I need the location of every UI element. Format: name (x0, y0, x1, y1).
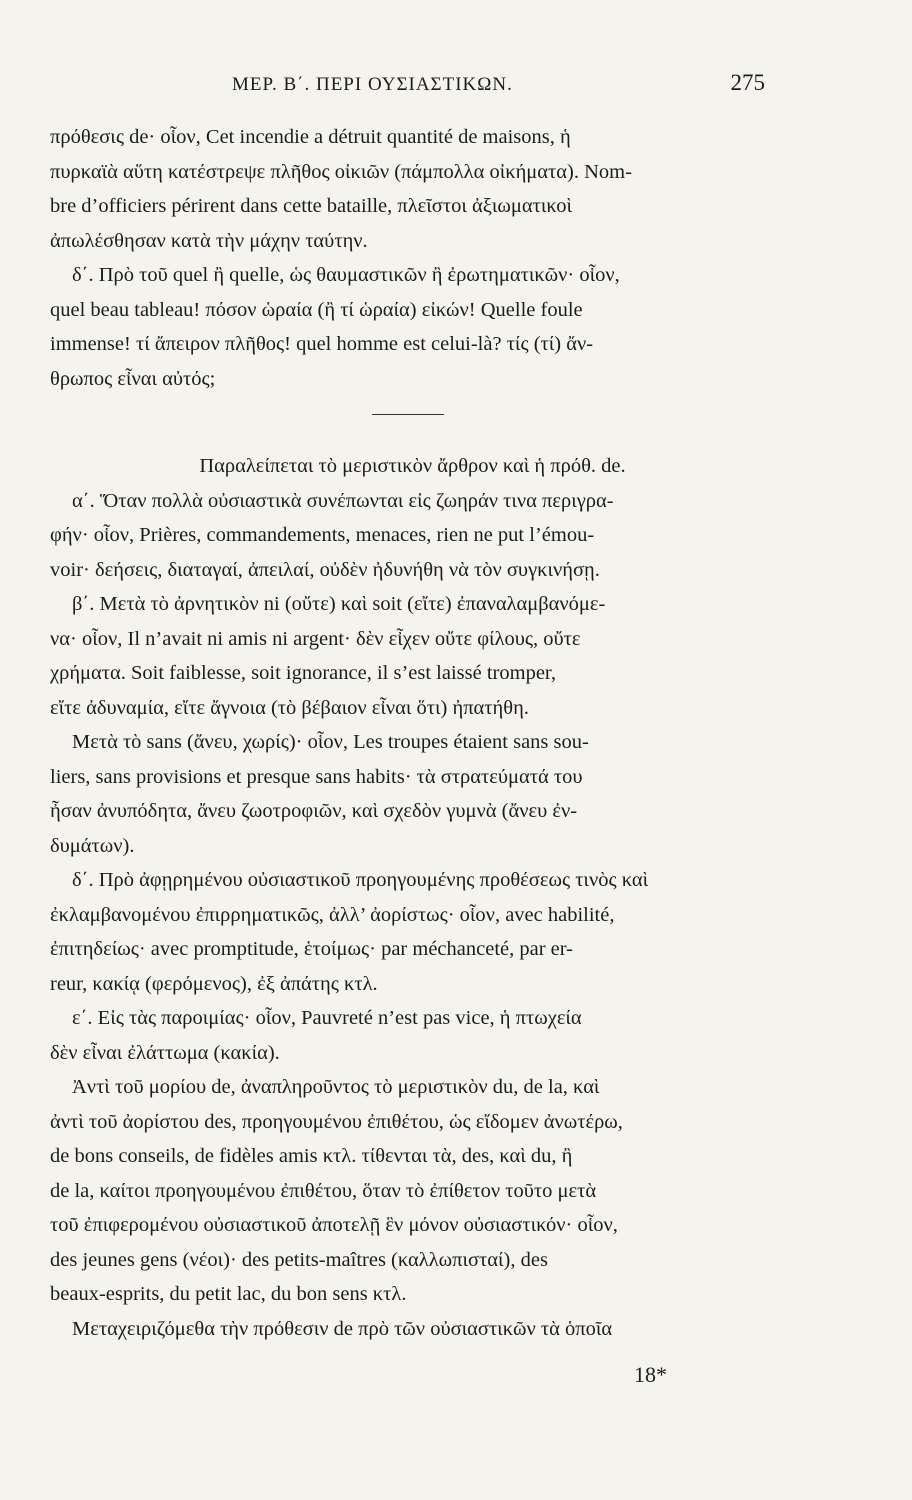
text-line: α΄. Ὅταν πολλὰ οὐσιαστικὰ συνέπωνται εἰς ζωηράν τινα περιγρα- (72, 489, 614, 512)
paragraph-gamma (50, 725, 765, 863)
text-line: Μεταχειριζόμεθα τὴν πρόθεσιν de πρὸ τῶν οὐσιαστικῶν τὰ ὁποῖα (72, 1317, 613, 1340)
text-line: β΄. Μετὰ τὸ ἀρνητικὸν ni (οὔτε) καὶ soit (εἴτε) ἐπαναλαμβανόμε- (72, 593, 606, 615)
paragraph-epsilon (50, 1001, 765, 1070)
paragraph-delta-second (50, 863, 765, 1001)
section-heading: Παραλείπεται τὸ μεριστικὸν ἄρθρον καὶ ἡ πρόθ. de. (199, 455, 626, 477)
paragraph-continuation (50, 120, 765, 258)
text-line: de la, καίτοι προηγουμένου ἐπιθέτου, ὅταν τὸ ἐπίθετον τοῦτο μετὰ (50, 1179, 597, 1202)
text-line: φήν· οἷον, Prières, commandements, menaces, rien ne put l’émou- (50, 524, 595, 546)
text-line: ε΄. Εἰς τὰς παροιμίας· οἷον, Pauvreté n’est pas vice, ἡ πτωχεία (72, 1007, 582, 1029)
section-divider (372, 414, 444, 415)
text-line: ἐπιτηδείως· avec promptitude, ἑτοίμως· par méchanceté, par er- (50, 938, 574, 960)
text-line: δὲν εἶναι ἐλάττωμα (κακία). (50, 1041, 280, 1064)
text-line: δ΄. Πρὸ τοῦ quel ἢ quelle, ὡς θαυμαστικῶν ἢ ἐρωτηματικῶν· οἷον, (72, 264, 620, 286)
text-line: ἦσαν ἀνυπόδητα, ἄνευ ζωοτροφιῶν, καὶ σχεδὸν γυμνὰ (ἄνευ ἐν- (50, 800, 578, 822)
text-line: reur, κακίᾳ (φερόμενος), ἐξ ἀπάτης κτλ. (50, 972, 378, 995)
text-line: δυμάτων). (50, 834, 135, 857)
text-line: χρήματα. Soit faiblesse, soit ignorance, il s’est laissé tromper, (50, 662, 557, 684)
text-line: πρόθεσις de· οἷον, Cet incendie a détruit quantité de maisons, ἡ (50, 126, 571, 148)
text-line: πυρκαϊὰ αὕτη κατέστρεψε πλῆθος οἰκιῶν (πάμπολλα οἰκήματα). Nom- (50, 160, 632, 183)
paragraph-alpha (50, 484, 765, 588)
text-line: ἐκλαμβανομένου ἐπιρρηματικῶς, ἀλλ’ ἀορίστως· οἷον, avec habilité, (50, 903, 615, 926)
paragraph-beta (50, 587, 765, 725)
paragraph-final (50, 1070, 765, 1346)
text-line: immense! τί ἄπειρον πλῆθος! quel homme est celui-là? τίς (τί) ἄν- (50, 333, 594, 355)
text-line: Μετὰ τὸ sans (ἄνευ, χωρίς)· οἷον, Les troupes étaient sans sou- (72, 731, 589, 753)
text-line: εἴτε ἀδυναμία, εἴτε ἄγνοια (τὸ βέβαιον εἶναι ὅτι) ἠπατήθη. (50, 696, 529, 719)
text-line: voir· δεήσεις, διαταγαί, ἀπειλαί, οὐδὲν ἠδυνήθη νὰ τὸν συγκινήσῃ. (50, 558, 600, 581)
page-header (50, 70, 765, 106)
text-line: beaux-esprits, du petit lac, du bon sens κτλ. (50, 1283, 407, 1305)
text-line: τοῦ ἐπιφερομένου οὐσιαστικοῦ ἀποτελῇ ἓν μόνον οὐσιαστικόν· οἷον, (50, 1214, 618, 1236)
signature-mark: 18* (634, 1362, 667, 1387)
text-line: Ἀντὶ τοῦ μορίου de, ἀναπληροῦντος τὸ μεριστικὸν du, de la, καὶ (72, 1076, 600, 1098)
paragraph-delta (50, 258, 765, 396)
text-line: δ΄. Πρὸ ἀφῃρημένου οὐσιαστικοῦ προηγουμένης προθέσεως τινὸς καὶ (72, 869, 649, 891)
running-head: ΜΕΡ. Β΄. ΠΕΡΙ ΟΥΣΙΑΣΤΙΚΩΝ. (232, 74, 513, 95)
text-line: ἀντὶ τοῦ ἀορίστου des, προηγουμένου ἐπιθέτου, ὡς εἴδομεν ἀνωτέρω, (50, 1110, 623, 1133)
body-text (50, 120, 765, 1346)
text-line: bre d’officiers périrent dans cette bataille, πλεῖστοι ἀξιωματικοὶ (50, 195, 572, 217)
text-line: να· οἷον, Il n’avait ni amis ni argent· δὲν εἶχεν οὔτε φίλους, οὔτε (50, 627, 581, 650)
text-line: de bons conseils, de fidèles amis κτλ. τίθενται τὰ, des, καὶ du, ἢ (50, 1145, 573, 1167)
text-line: quel beau tableau! πόσον ὡραία (ἢ τί ὡραία) εἰκών! Quelle foule (50, 298, 583, 321)
page-number: 275 (730, 70, 765, 95)
text-line: liers, sans provisions et presque sans habits· τὰ στρατεύματά του (50, 765, 583, 788)
text-line: des jeunes gens (νέοι)· des petits-maîtres (καλλωπισταί), des (50, 1248, 548, 1271)
text-line: θρωπος εἶναι αὐτός; (50, 367, 216, 390)
text-line: ἀπωλέσθησαν κατὰ τὴν μάχην ταύτην. (50, 229, 368, 252)
